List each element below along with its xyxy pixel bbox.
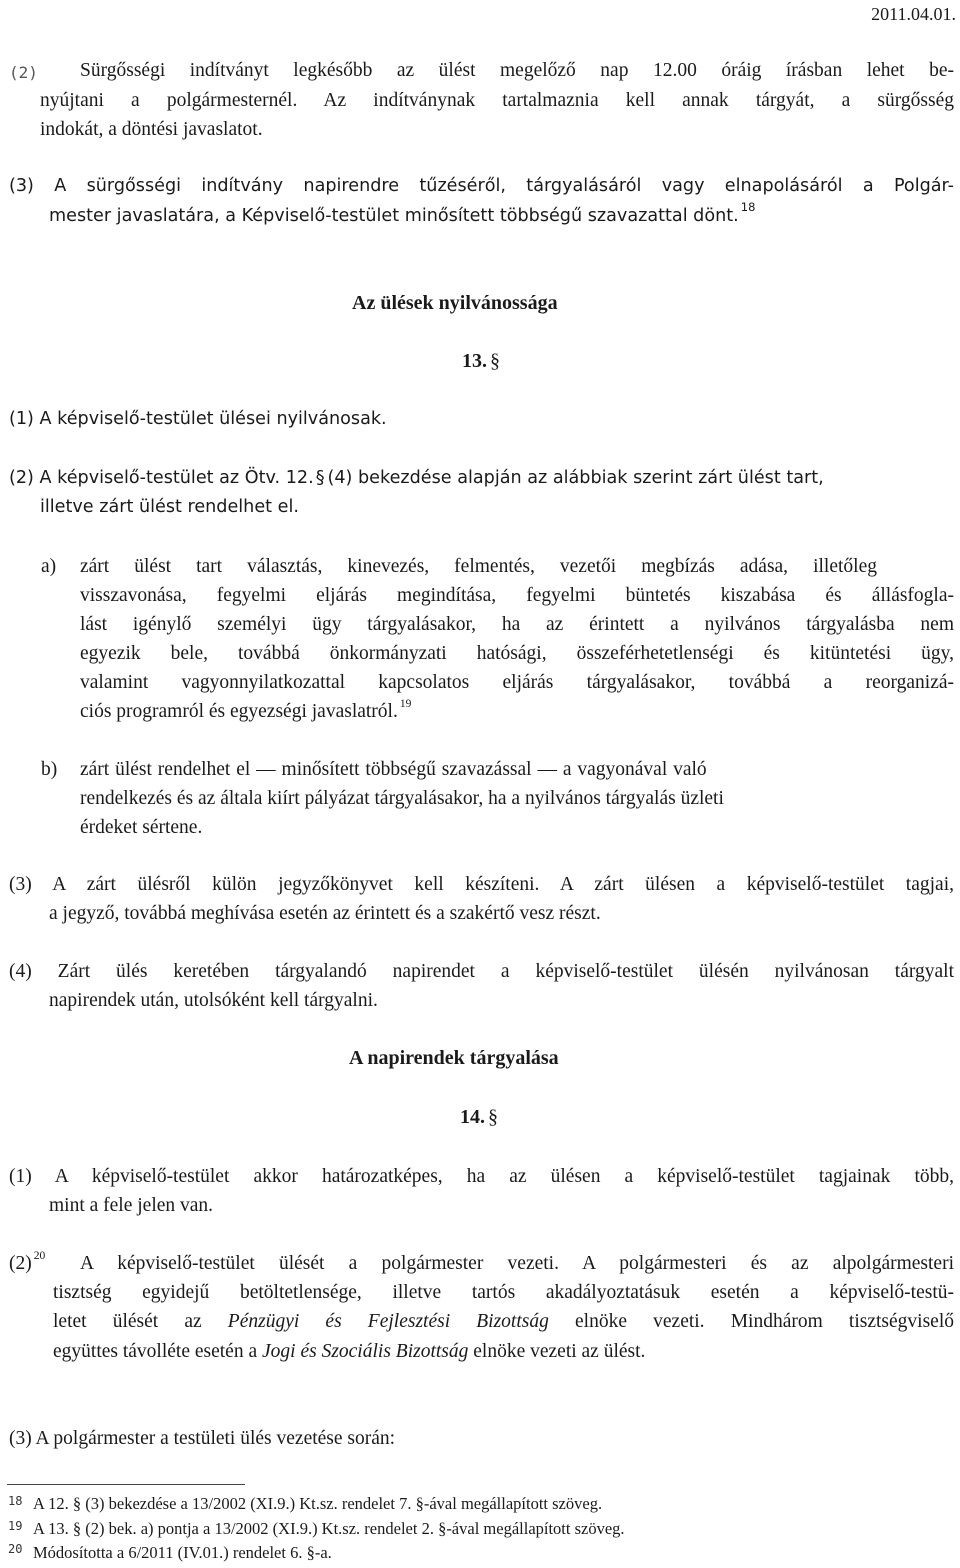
list-line: egyezik bele, továbbá önkormányzati hatósági, összeférhetetlenségi és kitüntetési ügy, bbox=[80, 643, 954, 664]
footnote-ref-20[interactable]: 20 bbox=[33, 1250, 46, 1262]
paragraph-line: illetve zárt ülést rendelhet el. bbox=[40, 497, 299, 517]
paragraph-text: elnöke vezeti. Mindhárom tisztségviselő bbox=[548, 1311, 954, 1332]
list-line: valamint vagyonnyilatkozattal kapcsolatos eljárás tárgyalásakor, továbbá a reorganizá- bbox=[80, 672, 954, 693]
section-number-text: 13. bbox=[462, 350, 487, 372]
paragraph-line bbox=[49, 202, 755, 232]
paragraph-text: együttes távolléte esetén a bbox=[53, 1341, 262, 1362]
paragraph-line bbox=[9, 464, 824, 493]
paragraph-line: a jegyző, továbbá meghívása esetén az érintett és a szakértő vesz részt. bbox=[49, 903, 601, 924]
paragraph-text: (4) bekezdése alapján az alábbiak szerint zárt ülést tart, bbox=[327, 468, 824, 488]
footnote-number: 20 bbox=[8, 1542, 23, 1556]
footnote-number: 18 bbox=[8, 1494, 23, 1508]
document-date: 2011.04.01. bbox=[871, 4, 956, 24]
paragraph-text: (2) A képviselő-testület az Ötv. 12. bbox=[9, 468, 314, 488]
paragraph-line: Sürgősségi indítványt legkésőbb az ülést megelőző nap 12.00 óráig írásban lehet be- bbox=[80, 60, 954, 81]
footnote-number: 19 bbox=[8, 1519, 23, 1533]
paragraph-line: tisztség egyidejű betöltetlensége, illetve tartós akadályoztatásuk esetén a képviselő-testü- bbox=[53, 1282, 954, 1303]
list-marker: b) bbox=[41, 759, 58, 780]
committee-name: Pénzügyi és Fejlesztési Bizottság bbox=[227, 1311, 549, 1332]
paragraph-sign: § bbox=[490, 350, 500, 372]
paragraph-sign: § bbox=[488, 1106, 498, 1128]
section-number bbox=[460, 1103, 498, 1132]
paragraph-line: mint a fele jelen van. bbox=[49, 1195, 214, 1216]
footnote-ref-19[interactable]: 19 bbox=[399, 698, 412, 710]
paragraph-14-3: (3) A polgármester a testületi ülés vezetése során: bbox=[9, 1428, 396, 1449]
paragraph-text: elnöke vezeti az ülést. bbox=[468, 1341, 646, 1362]
paragraph-line: nyújtani a polgármesternél. Az indítványnak tartalmaznia kell annak tárgyát, a sürgősség bbox=[40, 90, 954, 111]
list-line: érdeket sértene. bbox=[80, 817, 203, 838]
list-line bbox=[80, 697, 411, 729]
section-number-text: 14. bbox=[460, 1106, 485, 1128]
paragraph-13-1: (1) A képviselő-testület ülései nyilvánosak. bbox=[9, 409, 387, 429]
list-line: lást igénylő személyi ügy tárgyalásakor, ha az érintett a nyilvános tárgyalásba nem bbox=[80, 614, 954, 635]
paragraph-line bbox=[53, 1337, 645, 1366]
paragraph-text: mester javaslatára, a Képviselő-testület minősített többségű szavazattal dönt. bbox=[49, 206, 739, 226]
paragraph-number bbox=[9, 1249, 45, 1281]
footnote-text: A 13. § (2) bek. a) pontja a 13/2002 (XI.9.) Kt.sz. rendelet 2. §-ával megállapított szöveg. bbox=[33, 1519, 625, 1538]
paragraph-line: napirendek után, utolsóként kell tárgyalni. bbox=[49, 990, 378, 1011]
section-title: A napirendek tárgyalása bbox=[349, 1047, 559, 1069]
section-title: Az ülések nyilvánossága bbox=[352, 292, 558, 314]
footnote-text: Módosította a 6/2011 (IV.01.) rendelet 6. §-a. bbox=[33, 1543, 332, 1562]
list-line: rendelkezés és az általa kiírt pályázat tárgyalásakor, ha a nyilvános tárgyalás üzleti bbox=[80, 788, 724, 809]
paragraph-number-text: (2) bbox=[9, 1253, 32, 1274]
paragraph-line: (1) A képviselő-testület akkor határozatképes, ha az ülésen a képviselő-testület tagjainak több, bbox=[9, 1166, 954, 1187]
section-number bbox=[462, 347, 500, 376]
paragraph-text: letet ülését az bbox=[53, 1311, 228, 1332]
footnote-text: A 12. § (3) bekezdése a 13/2002 (XI.9.) Kt.sz. rendelet 7. §-ával megállapított szöveg. bbox=[33, 1494, 603, 1513]
footnote-separator bbox=[7, 1484, 245, 1485]
list-line: zárt ülést tart választás, kinevezés, felmentés, vezetői megbízás adása, illetőleg bbox=[80, 556, 877, 577]
list-text: ciós programról és egyezségi javaslatról. bbox=[80, 701, 398, 722]
paragraph-line: (3) A zárt ülésről külön jegyzőkönyvet kell készíteni. A zárt ülésen a képviselő-testület tagjai, bbox=[9, 874, 954, 895]
committee-name: Jogi és Szociális Bizottság bbox=[262, 1341, 469, 1362]
paragraph-sign: § bbox=[315, 468, 325, 488]
list-line: visszavonása, fegyelmi eljárás megindítása, fegyelmi büntetés kiszabása és állásfogla- bbox=[80, 585, 954, 606]
paragraph-number: (2) bbox=[9, 63, 38, 82]
footnote-ref-18[interactable]: 18 bbox=[740, 200, 756, 214]
paragraph-line: A képviselő-testület ülését a polgármester vezeti. A polgármesteri és az alpolgármesteri bbox=[80, 1253, 954, 1274]
paragraph-line: indokát, a döntési javaslatot. bbox=[40, 119, 263, 140]
paragraph-line: (3) A sürgősségi indítvány napirendre tűzéséről, tárgyalásáról vagy elnapolásáról a Polgár- bbox=[9, 176, 954, 196]
list-line: zárt ülést rendelhet el — minősített többségű szavazással — a vagyonával való bbox=[80, 759, 707, 780]
paragraph-line: (4) Zárt ülés keretében tárgyalandó napirendet a képviselő-testület ülésén nyilvánosan tárgyalt bbox=[9, 961, 954, 982]
paragraph-line bbox=[53, 1307, 954, 1336]
list-marker: a) bbox=[41, 556, 57, 577]
